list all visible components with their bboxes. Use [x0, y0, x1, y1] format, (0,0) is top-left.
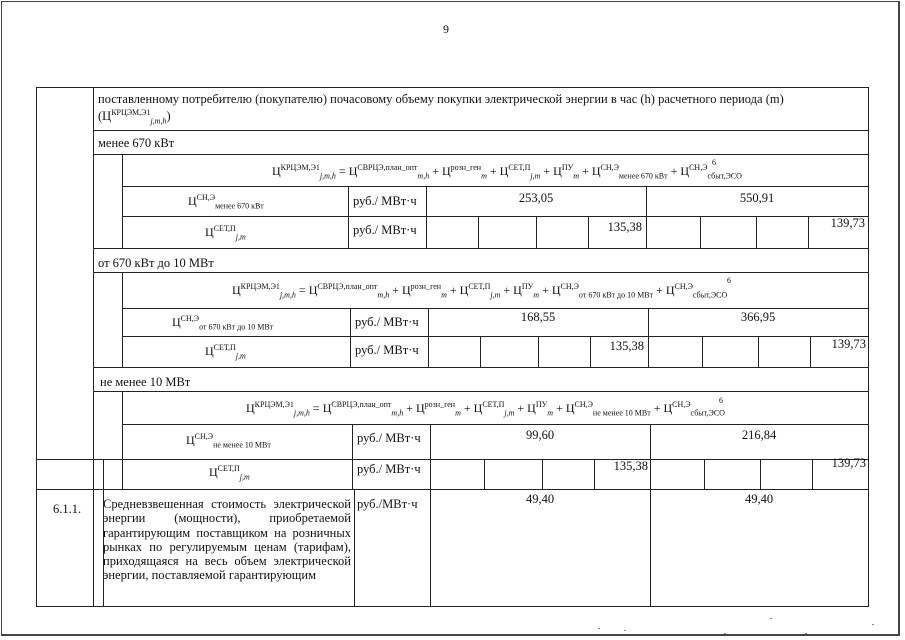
value-cell: 216,84 — [741, 428, 777, 442]
set-symbol: $Ц^{СЕТ,П}_{j,m}$ — [205, 343, 246, 361]
section-heading: не менее 10 МВт — [100, 375, 191, 389]
value-cell: 253,05 — [518, 191, 554, 205]
section-formula: $Ц^{КРЦЭМ,Э1}_{j,m,h} = Ц^{СВРЦЭ,план\_опт}_{m,h} + Ц^{розн\_ген}_m + Ц^{СЕТ,П}_{j,m} + Ц^{ПУ}_m + Ц^{СН,Э}_{от 670 кВт до 10 МВт} + Ц^{СН,Э}_{сбыт,ЭСО}$ — [232, 282, 728, 300]
value-cell: 135,38 — [609, 339, 644, 353]
section-formula: $Ц^{КРЦЭМ,Э1}_{j,m,h} = Ц^{СВРЦЭ,план\_опт}_{m,h} + Ц^{розн\_ген}_m + Ц^{СЕТ,П}_{j,m} + Ц^{ПУ}_m + Ц^{СН,Э}_{не менее 10 МВт} + Ц^{СН,Э}_{сбыт,ЭСО}$ — [246, 400, 725, 418]
unit-label: руб./ МВт·ч — [353, 223, 417, 237]
unit-label: руб./МВт·ч — [357, 497, 418, 511]
value-cell: 139,73 — [830, 216, 865, 230]
page-number: 9 — [443, 22, 449, 36]
sn-symbol: $Ц^{СН,Э}_{не менее 10 МВт}$ — [186, 432, 271, 450]
value-cell: 49,40 — [744, 492, 774, 506]
sn-symbol: $Ц^{СН,Э}_{менее 670 кВт}$ — [188, 193, 264, 211]
section-formula: $Ц^{КРЦЭМ,Э1}_{j,m,h} = Ц^{СВРЦЭ,план\_опт}_{m,h} + Ц^{розн\_ген}_m + Ц^{СЕТ,П}_{j,m} + Ц^{ПУ}_m + Ц^{СН,Э}_{менее 670 кВт} + Ц^{СН,Э}_{сбыт,ЭСО}$ — [272, 163, 742, 181]
unit-label: руб./ МВт·ч — [353, 194, 417, 208]
unit-label: руб./ МВт·ч — [355, 343, 419, 357]
value-cell: 139,73 — [831, 456, 866, 470]
unit-label: руб./ МВт·ч — [357, 462, 421, 476]
value-cell: 366,95 — [740, 310, 776, 324]
section-heading: менее 670 кВт — [98, 136, 175, 150]
intro-symbol: $(Ц^{КРЦЭМ,Э1}_{j,m,h})$ — [98, 107, 171, 126]
item-number: 6.1.1. — [53, 502, 82, 516]
footnote-ref: 6 — [712, 158, 716, 167]
value-cell: 139,73 — [831, 337, 866, 351]
value-cell: 550,91 — [739, 191, 775, 205]
value-cell: 49,40 — [525, 492, 555, 506]
unit-label: руб./ МВт·ч — [357, 431, 421, 445]
item-description: Средневзвешенная стоимость электрической энергии (мощности), приобретаемой гарантирующим поставщиком на розничных рынках по регулируемым ценам (тарифам), приходящаяся на весь объем электрической энергии, поставляемой гарантирующим — [103, 497, 351, 583]
intro-line: поставленному потребителю (покупателю) почасовому объему покупки электрической энергии в час (h) расчетного периода (m) — [98, 92, 784, 106]
unit-label: руб./ МВт·ч — [355, 315, 419, 329]
sn-symbol: $Ц^{СН,Э}_{от 670 кВт до 10 МВт}$ — [172, 314, 274, 332]
value-cell: 135,38 — [607, 220, 642, 234]
footnote-ref: 6 — [727, 276, 731, 285]
value-cell: 168,55 — [520, 310, 556, 324]
footnote-ref: 6 — [719, 396, 723, 405]
value-cell: 99,60 — [525, 428, 555, 442]
set-symbol: $Ц^{СЕТ,П}_{j,m}$ — [209, 464, 250, 482]
value-cell: 135,38 — [613, 459, 648, 473]
section-heading: от 670 кВт до 10 МВт — [98, 256, 214, 270]
set-symbol: $Ц^{СЕТ,П}_{j,m}$ — [205, 224, 246, 242]
